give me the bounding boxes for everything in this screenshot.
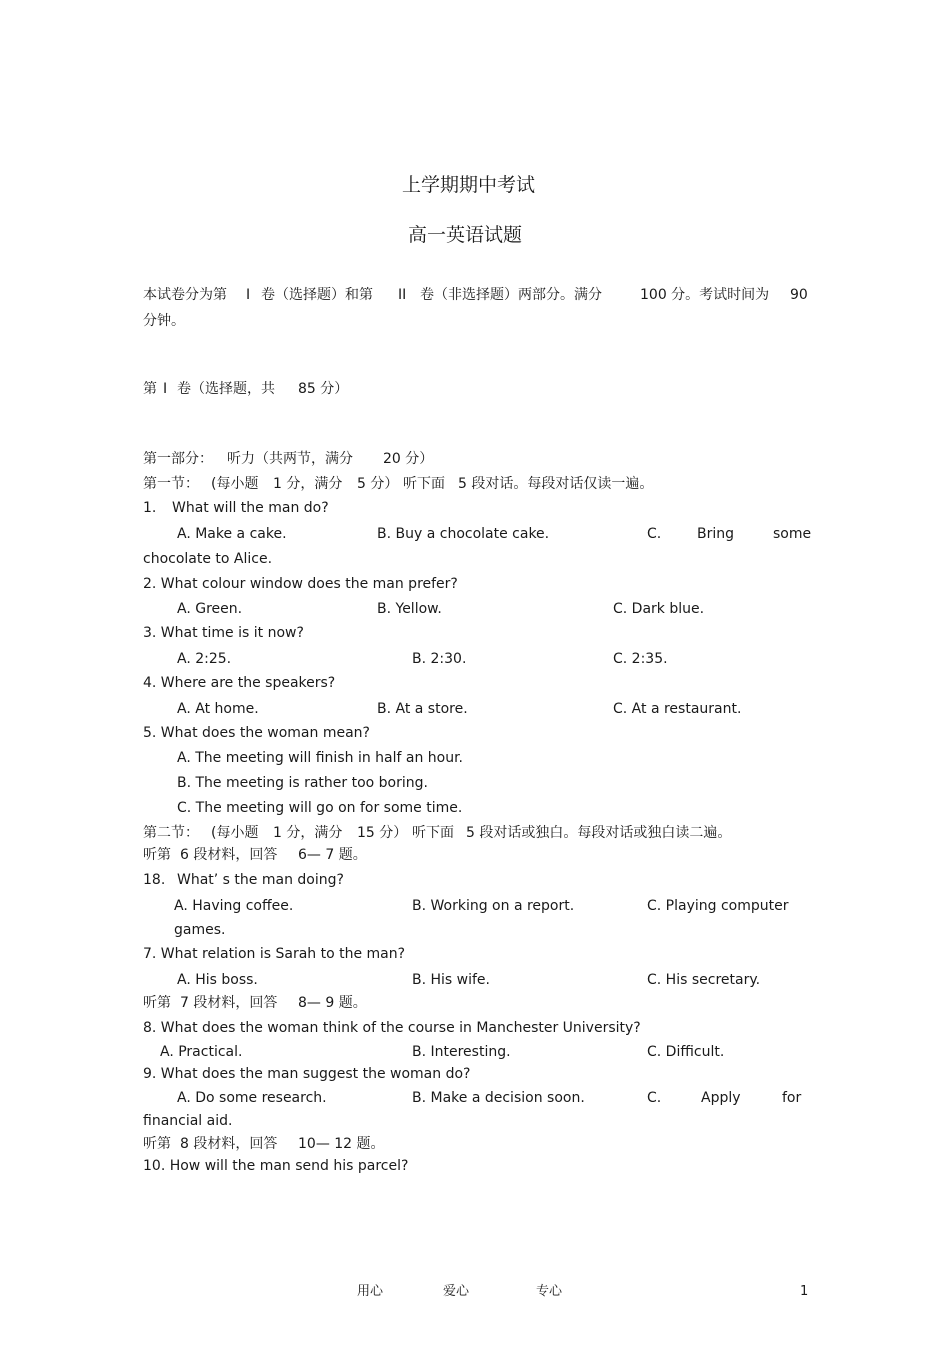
section2-seg-2: 1 分，满分 (273, 825, 343, 841)
q7-option-c: C. His secretary. (647, 972, 761, 988)
q3-option-a: A. 2:25. (177, 651, 232, 667)
q2-option-b: B. Yellow. (377, 601, 442, 617)
material6-seg-1: 6 段材料，回答 (180, 847, 278, 863)
q5-option-a: A. The meeting will finish in half an hour. (177, 750, 464, 766)
q18-option-c: C. Playing computer (647, 898, 789, 914)
q10-stem: 10. How will the man send his parcel? (143, 1158, 409, 1174)
q9-option-b: B. Make a decision soon. (412, 1090, 585, 1106)
intro-seg-1: I (246, 287, 251, 303)
page-number: 1 (800, 1284, 809, 1299)
exam-title: 上学期期中考试 (402, 174, 536, 196)
q1-stem: What will the man do? (172, 500, 329, 516)
q8-stem: 8. What does the woman think of the course in Manchester University? (143, 1020, 641, 1036)
q4-option-b: B. At a store. (377, 701, 468, 717)
section2-seg-4: 听下面 (412, 825, 454, 841)
q9-option-c-3: for (782, 1090, 802, 1106)
section2-seg-0: 第二节： (143, 825, 199, 841)
intro-seg-2: 卷（选择题）和第 (261, 287, 373, 303)
intro-seg-6: 90 (790, 287, 808, 303)
material8-seg-0: 听第 (143, 1136, 171, 1152)
q4-stem: 4. Where are the speakers? (143, 675, 336, 691)
material7-seg-1: 7 段材料，回答 (180, 995, 278, 1011)
q1-option-b: B. Buy a chocolate cake. (377, 526, 550, 542)
q18-number: 18. (143, 872, 166, 888)
q7-option-b: B. His wife. (412, 972, 490, 988)
q1-option-c-1: C. (647, 526, 662, 542)
q2-option-c: C. Dark blue. (613, 601, 705, 617)
q8-option-b: B. Interesting. (412, 1044, 511, 1060)
intro-seg-0: 本试卷分为第 (143, 287, 227, 303)
footer-word-2: 爱心 (443, 1284, 470, 1299)
volume-seg-3: 85 分） (298, 381, 349, 397)
intro-seg-4: 卷（非选择题）两部分。满分 (420, 287, 602, 303)
section1-seg-0: 第一节： (143, 476, 199, 492)
volume-seg-2: 卷（选择题，共 (177, 381, 275, 397)
q1-number: 1. (143, 500, 157, 516)
intro-seg-3: II (398, 287, 407, 303)
q4-option-c: C. At a restaurant. (613, 701, 742, 717)
q9-option-c-continued: financial aid. (143, 1113, 233, 1129)
section2-seg-1: (每小题 (211, 825, 259, 841)
q18-option-b: B. Working on a report. (412, 898, 575, 914)
section1-seg-1: (每小题 (211, 476, 259, 492)
q5-option-b: B. The meeting is rather too boring. (177, 775, 428, 791)
section1-seg-4: 听下面 (403, 476, 445, 492)
section1-seg-3: 5 分） (357, 476, 399, 492)
q18-option-c-continued: games. (174, 922, 226, 938)
q9-option-a: A. Do some research. (177, 1090, 327, 1106)
q1-option-a: A. Make a cake. (177, 526, 287, 542)
section1-seg-2: 1 分，满分 (273, 476, 343, 492)
q18-stem: What’ s the man doing? (177, 872, 344, 888)
q9-option-c-1: C. (647, 1090, 662, 1106)
part1-seg-0: 第一部分： (143, 451, 213, 467)
q7-option-a: A. His boss. (177, 972, 258, 988)
q8-option-a: A. Practical. (160, 1044, 243, 1060)
volume-seg-0: 第 (143, 381, 157, 397)
material7-seg-0: 听第 (143, 995, 171, 1011)
part1-seg-1: 听力（共两节，满分 (227, 451, 353, 467)
material7-seg-2: 8— 9 题。 (298, 995, 367, 1011)
q1-option-c-2: Bring (697, 526, 735, 542)
q3-option-c: C. 2:35. (613, 651, 668, 667)
q9-stem: 9. What does the man suggest the woman do? (143, 1066, 471, 1082)
q3-stem: 3. What time is it now? (143, 625, 304, 641)
q5-option-c: C. The meeting will go on for some time. (177, 800, 463, 816)
part1-seg-2: 20 分） (383, 451, 434, 467)
q1-option-c-3: some (773, 526, 812, 542)
material8-seg-2: 10— 12 题。 (298, 1136, 385, 1152)
material6-seg-2: 6— 7 题。 (298, 847, 367, 863)
volume-seg-1: I (163, 381, 168, 397)
material8-seg-1: 8 段材料，回答 (180, 1136, 278, 1152)
q3-option-b: B. 2:30. (412, 651, 467, 667)
footer-word-1: 用心 (357, 1284, 384, 1299)
footer-word-3: 专心 (536, 1284, 563, 1299)
intro-line-2: 分钟。 (143, 313, 185, 329)
intro-seg-5: 100 分。考试时间为 (640, 287, 770, 303)
q4-option-a: A. At home. (177, 701, 259, 717)
q18-option-a: A. Having coffee. (174, 898, 294, 914)
q8-option-c: C. Difficult. (647, 1044, 725, 1060)
q7-stem: 7. What relation is Sarah to the man? (143, 946, 406, 962)
q5-stem: 5. What does the woman mean? (143, 725, 370, 741)
q9-option-c-2: Apply (701, 1090, 741, 1106)
material6-seg-0: 听第 (143, 847, 171, 863)
section1-seg-5: 5 段对话。每段对话仅读一遍。 (458, 476, 654, 492)
section2-seg-5: 5 段对话或独白。每段对话或独白读二遍。 (466, 825, 732, 841)
q1-option-c-continued: chocolate to Alice. (143, 551, 273, 567)
section2-seg-3: 15 分） (357, 825, 408, 841)
q2-option-a: A. Green. (177, 601, 243, 617)
q2-stem: 2. What colour window does the man prefer? (143, 576, 458, 592)
exam-subtitle: 高一英语试题 (408, 224, 523, 246)
